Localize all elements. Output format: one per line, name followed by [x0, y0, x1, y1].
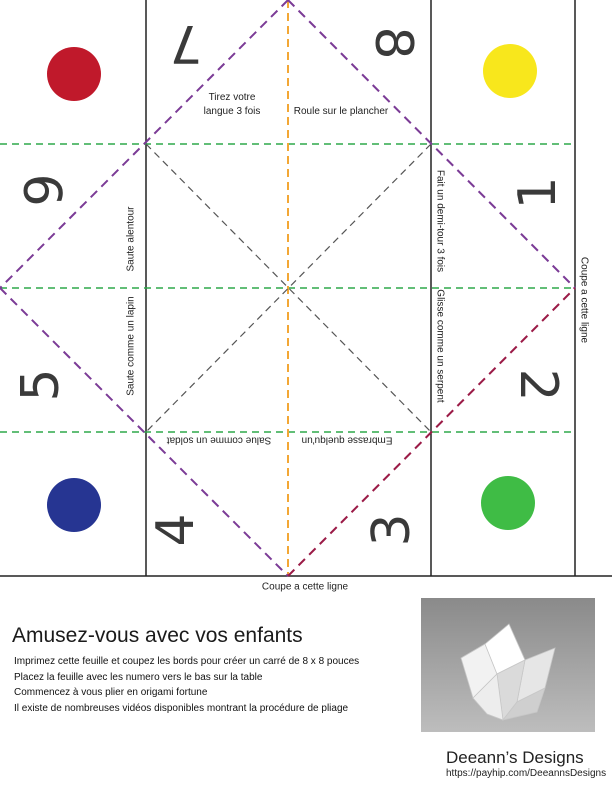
number-4: 4 — [146, 513, 206, 547]
number-8: 8 — [363, 26, 423, 60]
blue-dot — [47, 478, 101, 532]
fortune-tirez-line1: Tirez votre — [208, 92, 256, 103]
red-dot — [47, 47, 101, 101]
yellow-dot — [483, 44, 537, 98]
instruction-item: Commencez à vous plier en origami fortune — [14, 687, 208, 698]
fortune-tirez-line2: langue 3 fois — [203, 106, 261, 117]
fortune-saute-lapin: Saute comme un lapin — [125, 296, 137, 396]
fortune-demi-tour: Fait un demi-tour 3 fois — [434, 169, 446, 273]
number-3: 3 — [362, 513, 422, 547]
brand-url: https://payhip.com/DeeannsDesigns — [446, 768, 607, 779]
fortune-glisse: Glisse comme un serpent — [434, 289, 446, 403]
fortune-roule: Roule sur le plancher — [293, 106, 389, 117]
instruction-item: Imprimez cette feuille et coupez les bords pour créer un carré de 8 x 8 pouces — [14, 656, 360, 667]
fortune-saute-alentour: Saute alentour — [125, 206, 137, 272]
fortune-salue: Salue comme un soldat — [166, 434, 272, 446]
number-6: 6 — [11, 173, 71, 207]
number-2: 2 — [508, 368, 568, 402]
cut-label-bottom: Coupe a cette ligne — [261, 581, 349, 593]
page-title: Amusez-vous avec vos enfants — [12, 624, 303, 647]
fortune-embrasse: Embrasse quelqu'un — [301, 434, 393, 446]
number-5: 5 — [11, 368, 71, 402]
cut-label-right: Coupe a cette ligne — [578, 256, 590, 344]
number-7: 7 — [169, 13, 203, 73]
green-dot — [481, 476, 535, 530]
instructions-list — [14, 654, 359, 716]
origami-photo — [421, 598, 595, 732]
instruction-item: Il existe de nombreuses vidéos disponibles montrant la procédure de pliage — [14, 702, 349, 714]
brand-name: Deeann’s Designs — [446, 748, 584, 767]
instruction-item: Placez la feuille avec les numero vers le bas sur la table — [14, 671, 263, 683]
number-1: 1 — [508, 176, 568, 210]
